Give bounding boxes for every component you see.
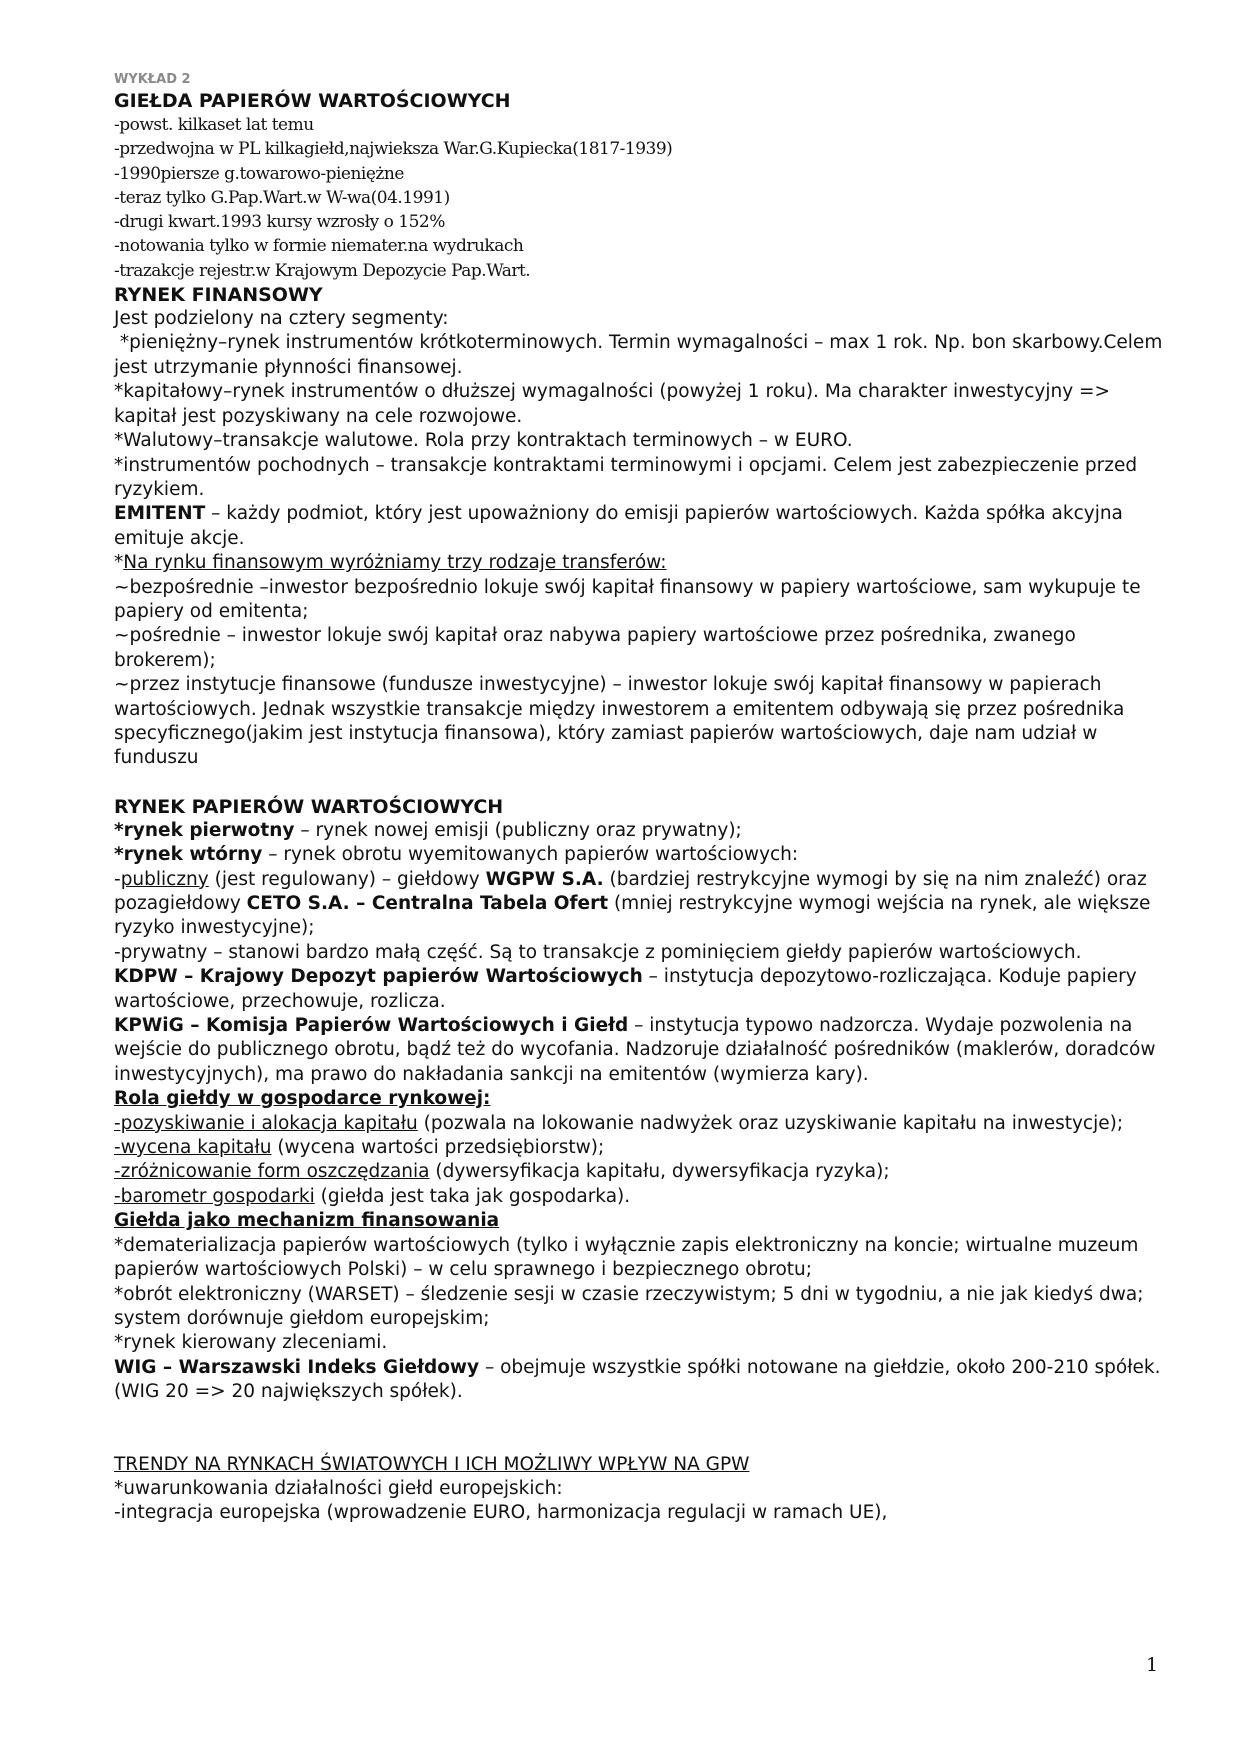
section-heading-rynek-papierow: RYNEK PAPIERÓW WARTOŚCIOWYCH bbox=[114, 795, 504, 818]
definition: – instytucja depozytowo-rozliczająca. Koduje papiery wartościowe, przechowuje, rozlicza. bbox=[114, 966, 1137, 1012]
section-heading-trendy: TRENDY NA RYNKACH ŚWIATOWYCH I ICH MOŻLIWY WPŁYW NA GPW bbox=[114, 1453, 750, 1475]
term: WGPW S.A. bbox=[485, 868, 604, 890]
paragraph bbox=[114, 1356, 1174, 1405]
paragraph: *obrót elektroniczny (WARSET) – śledzenie sesji w czasie rzeczywistym; 5 dni w tygodniu, a nie jak kiedyś dwa; system dorównuje giełdom europejskim; bbox=[114, 1283, 1144, 1329]
paragraph bbox=[114, 1014, 1174, 1087]
paragraph: *rynek kierowany zleceniami. bbox=[114, 1332, 388, 1354]
history-line: -1990piersze g.towarowo-pieniężne bbox=[114, 163, 404, 184]
underlined-heading: Rola giełdy w gospodarce rynkowej: bbox=[114, 1088, 491, 1110]
paragraph: ~bezpośrednie –inwestor bezpośrednio lokuje swój kapitał finansowy w papiery wartościowe, sam wykupuje te papiery od emitenta; bbox=[114, 576, 1141, 622]
section-heading-rynek-finansowy: RYNEK FINANSOWY bbox=[114, 284, 323, 307]
term: *rynek pierwotny bbox=[114, 819, 295, 841]
term: WIG – Warszawski Indeks Giełdowy bbox=[114, 1356, 480, 1378]
paragraph bbox=[114, 965, 1174, 1014]
definition: – rynek nowej emisji (publiczny oraz prywatny); bbox=[294, 819, 742, 841]
term: *rynek wtórny bbox=[114, 844, 263, 866]
definition: (giełda jest taka jak gospodarka). bbox=[314, 1185, 631, 1207]
history-line: -trazakcje rejestr.w Krajowym Depozycie Pap.Wart. bbox=[114, 260, 531, 281]
paragraph: *pieniężny–rynek instrumentów krótkoterminowych. Termin wymagalności – max 1 rok. Np. bon skarbowy.Celem jest utrzymanie płynności finansowej. bbox=[114, 332, 1169, 378]
page-title: GIEŁDA PAPIERÓW WARTOŚCIOWYCH bbox=[114, 90, 511, 112]
definition: – instytucja typowo nadzorcza. Wydaje pozwolenia na wejście do publicznego obrotu, bądź też do wycofania. Nadzoruje działalność pośredników (maklerów, doradców inwestycyjnych), ma prawo do nakładania sankcji na emitentów (wymierza kary). bbox=[114, 1015, 1156, 1085]
term: EMITENT bbox=[114, 503, 206, 525]
paragraph bbox=[114, 551, 1174, 575]
list-item bbox=[114, 1136, 1174, 1160]
section-heading-mechanizm bbox=[114, 1209, 1174, 1233]
paragraph: *dematerializacja papierów wartościowych (tylko i wyłącznie zapis elektroniczny na koncie; wirtualne muzeum papierów wartościowych Polski) – w celu sprawnego i bezpiecznego obrotu; bbox=[114, 1234, 1139, 1281]
spacer bbox=[114, 1405, 1174, 1453]
underlined-term: -pozyskiwanie i alokacja kapitału bbox=[114, 1112, 418, 1134]
underlined-heading: Na rynku finansowym wyróżniamy trzy rodzaje transferów: bbox=[123, 552, 667, 574]
paragraph bbox=[114, 502, 1174, 551]
history-line: -teraz tylko G.Pap.Wart.w W-wa(04.1991) bbox=[114, 187, 450, 208]
list-item bbox=[114, 1112, 1174, 1136]
underlined-heading: Giełda jako mechanizm finansowania bbox=[114, 1210, 500, 1232]
document-body bbox=[114, 72, 1174, 1526]
history-line: -przedwojna w PL kilkagiełd,najwieksza War.G.Kupiecka(1817-1939) bbox=[114, 139, 673, 160]
history-list bbox=[114, 113, 1174, 283]
page-number: 1 bbox=[1146, 1654, 1159, 1676]
bullet: * bbox=[114, 552, 124, 574]
paragraph: ~przez instytucje finansowe (fundusze inwestycyjne) – inwestor lokuje swój kapitał finansowy w papierach wartościowych. Jednak wszystkie transakcje między inwestorem a emitentem odbywają się przez pośrednika specyficznego(jakim jest instytucja finansowa), który zamiast papierów wartościowych, daje nam udział w funduszu bbox=[114, 674, 1125, 769]
paragraph: ~pośrednie – inwestor lokuje swój kapitał oraz nabywa papiery wartościowe przez pośrednika, zwanego brokerem); bbox=[114, 625, 1076, 671]
text: (bardziej restrykcyjne wymogi by się na nim znaleźć) oraz pozagiełdowy bbox=[114, 868, 1147, 915]
definition: – każdy podmiot, który jest upoważniony do emisji papierów wartościowych. Każda spółka akcyjna emituje akcje. bbox=[114, 503, 1123, 549]
term: CETO S.A. – Centralna Tabela Ofert bbox=[246, 893, 609, 915]
paragraph: -integracja europejska (wprowadzenie EURO, harmonizacja regulacji w ramach UE), bbox=[114, 1502, 888, 1524]
paragraph bbox=[114, 843, 1174, 867]
underlined-term: publiczny bbox=[120, 868, 209, 890]
definition: (wycena wartości przedsiębiorstw); bbox=[271, 1137, 605, 1159]
underlined-term: -barometr gospodarki bbox=[114, 1185, 315, 1207]
paragraph: *Walutowy–transakcje walutowe. Rola przy kontraktach terminowych – w EURO. bbox=[114, 430, 853, 452]
list-item bbox=[114, 1160, 1174, 1184]
definition: (pozwala na lokowanie nadwyżek oraz uzyskiwanie kapitału na inwestycje); bbox=[417, 1112, 1124, 1134]
spacer bbox=[114, 771, 1174, 795]
paragraph bbox=[114, 868, 1174, 941]
dash: - bbox=[114, 868, 121, 890]
paragraph: Jest podzielony na cztery segmenty: bbox=[114, 308, 449, 330]
section-heading-rola-gieldy bbox=[114, 1087, 1174, 1111]
underlined-term: -zróżnicowanie form oszczędzania bbox=[114, 1161, 430, 1183]
history-line: -powst. kilkaset lat temu bbox=[114, 115, 314, 135]
paragraph bbox=[114, 819, 1174, 843]
history-line: -notowania tylko w formie niemater.na wydrukach bbox=[114, 236, 524, 257]
history-line: -drugi kwart.1993 kursy wzrosły o 152% bbox=[114, 212, 445, 233]
term: KPWiG – Komisja Papierów Wartościowych i Giełd bbox=[114, 1015, 629, 1037]
paragraph: *uwarunkowania działalności giełd europejskich: bbox=[114, 1477, 563, 1499]
underlined-term: -wycena kapitału bbox=[114, 1137, 272, 1159]
text: (mniej restrykcyjne wymogi wejścia na rynek, ale większe ryzyko inwestycyjne); bbox=[114, 893, 1151, 939]
paragraph: *instrumentów pochodnych – transakcje kontraktami terminowymi i opcjami. Celem jest zabezpieczenie przed ryzykiem. bbox=[114, 454, 1138, 500]
definition: (dywersyfikacja kapitału, dywersyfikacja ryzyka); bbox=[429, 1161, 890, 1183]
term: KDPW – Krajowy Depozyt papierów Wartościowych bbox=[114, 966, 643, 988]
lecture-label: WYKŁAD 2 bbox=[114, 72, 191, 87]
paragraph: -prywatny – stanowi bardzo małą część. Są to transakcje z pominięciem giełdy papierów wartościowych. bbox=[114, 941, 1082, 963]
list-item bbox=[114, 1185, 1174, 1209]
paragraph: *kapitałowy–rynek instrumentów o dłuższej wymagalności (powyżej 1 roku). Ma charakter inwestycyjny => kapitał jest pozyskiwany na cele rozwojowe. bbox=[114, 381, 1111, 427]
definition: – rynek obrotu wyemitowanych papierów wartościowych: bbox=[262, 844, 799, 866]
definition: – obejmuje wszystkie spółki notowane na giełdzie, około 200-210 spółek. (WIG 20 => 20 największych spółek). bbox=[114, 1356, 1161, 1403]
text: (jest regulowany) – giełdowy bbox=[208, 868, 486, 890]
